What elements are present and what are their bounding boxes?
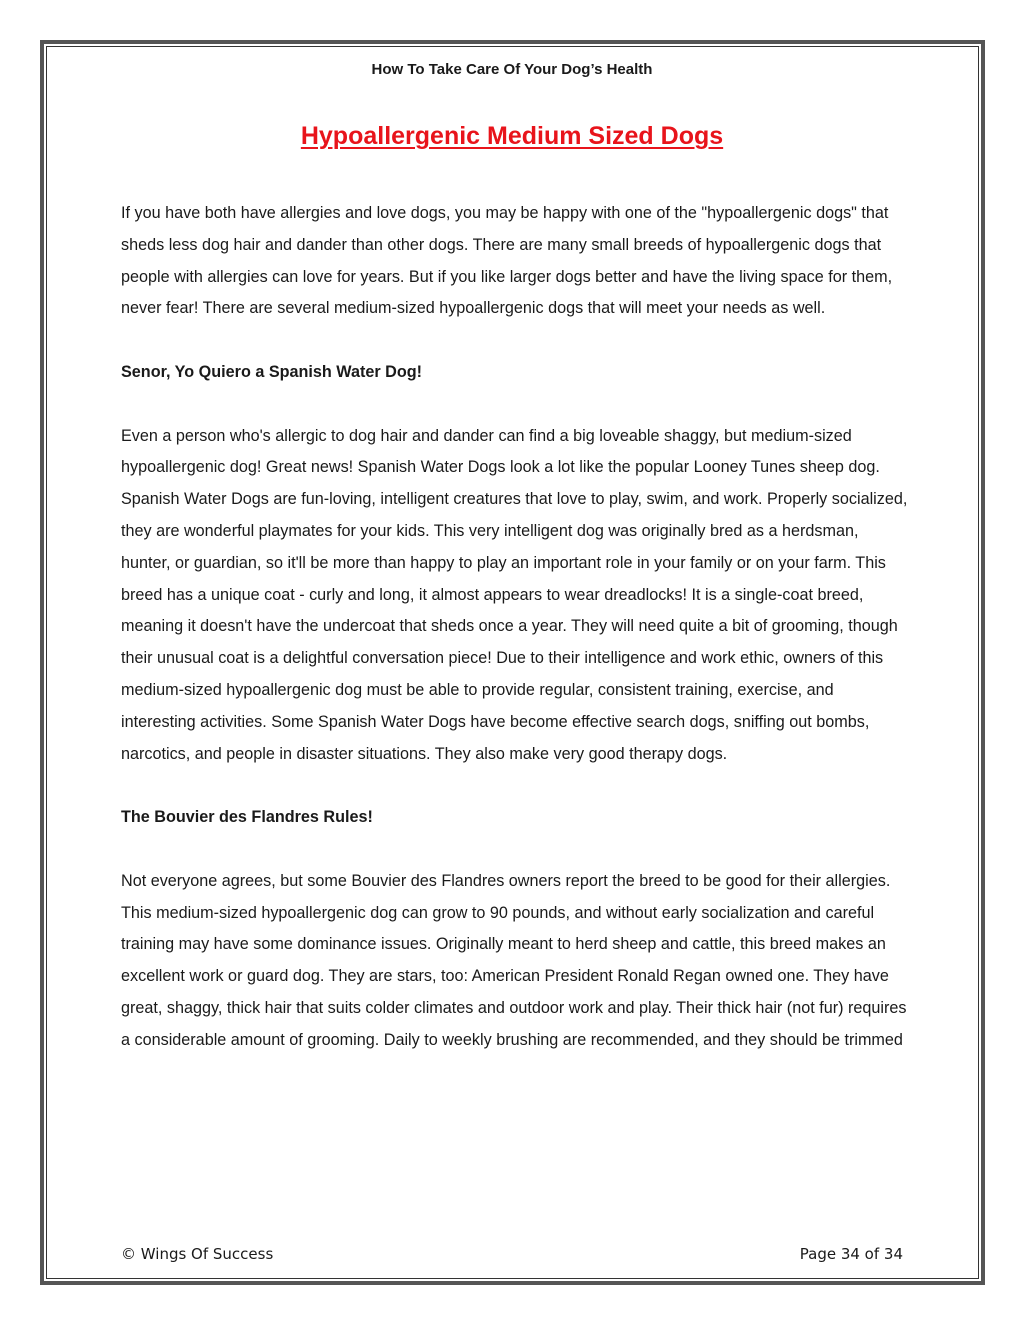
section-body-spanish-water-dog: Even a person who's allergic to dog hair and dander can find a big loveable shaggy, but medium-sized hypoallergenic dog! Great news! Spanish Water Dogs look a lot like the popular Looney Tunes sheep dog. Spanish Water Dogs are fun-loving, intelligent creatures that love to play, swim, and work. Properly socialized, they are wonderful playmates for your kids. This very intelligent dog was originally bred as a herdsman, hunter, or guardian, so it'll be more than happy to play an important role in your family or on your farm. This breed has a unique coat - curly and long, it almost appears to wear dreadlocks! It is a single-coat breed, meaning it doesn't have the undercoat that sheds once a year. They will need quite a bit of grooming, though their unusual coat is a delightful conversation piece! Due to their intelligence and work ethic, owners of this medium-sized hypoallergenic dog must be able to provide regular, consistent training, exercise, and interesting activities. Some Spanish Water Dogs have become effective search dogs, sniffing out bombs, narcotics, and people in disaster situations. They also make very good therapy dogs. [121,426,908,763]
running-header: How To Take Care Of Your Dog’s Health [371,61,653,78]
intro-paragraph: If you have both have allergies and love dogs, you may be happy with one of the "hypoallergenic dogs" that sheds less dog hair and dander than other dogs. There are many small breeds of hypoallergenic dogs that people with allergies can love for years. But if you like larger dogs better and have the living space for them, never fear! There are several medium-sized hypoallergenic dogs that will meet your needs as well. [121,204,893,318]
section-heading-spanish-water-dog: Senor, Yo Quiero a Spanish Water Dog! [121,362,423,381]
article-body [121,198,911,1088]
footer-page-number: Page 34 of 34 [799,1245,903,1263]
page-footer [121,1244,903,1264]
page-title: Hypoallergenic Medium Sized Dogs [300,122,724,150]
section-heading-bouvier: The Bouvier des Flandres Rules! [121,808,373,827]
section-body-bouvier: Not everyone agrees, but some Bouvier des Flandres owners report the breed to be good for their allergies. This medium-sized hypoallergenic dog can grow to 90 pounds, and without early socialization and careful training may have some dominance issues. Originally meant to herd sheep and cattle, this breed makes an excellent work or guard dog. They are stars, too: American President Ronald Regan owned one. They have great, shaggy, thick hair that suits colder climates and outdoor work and play. Their thick hair (not fur) requires a considerable amount of grooming. Daily to weekly brushing are recommended, and they should be trimmed [121,871,907,1049]
footer-copyright: © Wings Of Success [121,1245,274,1263]
